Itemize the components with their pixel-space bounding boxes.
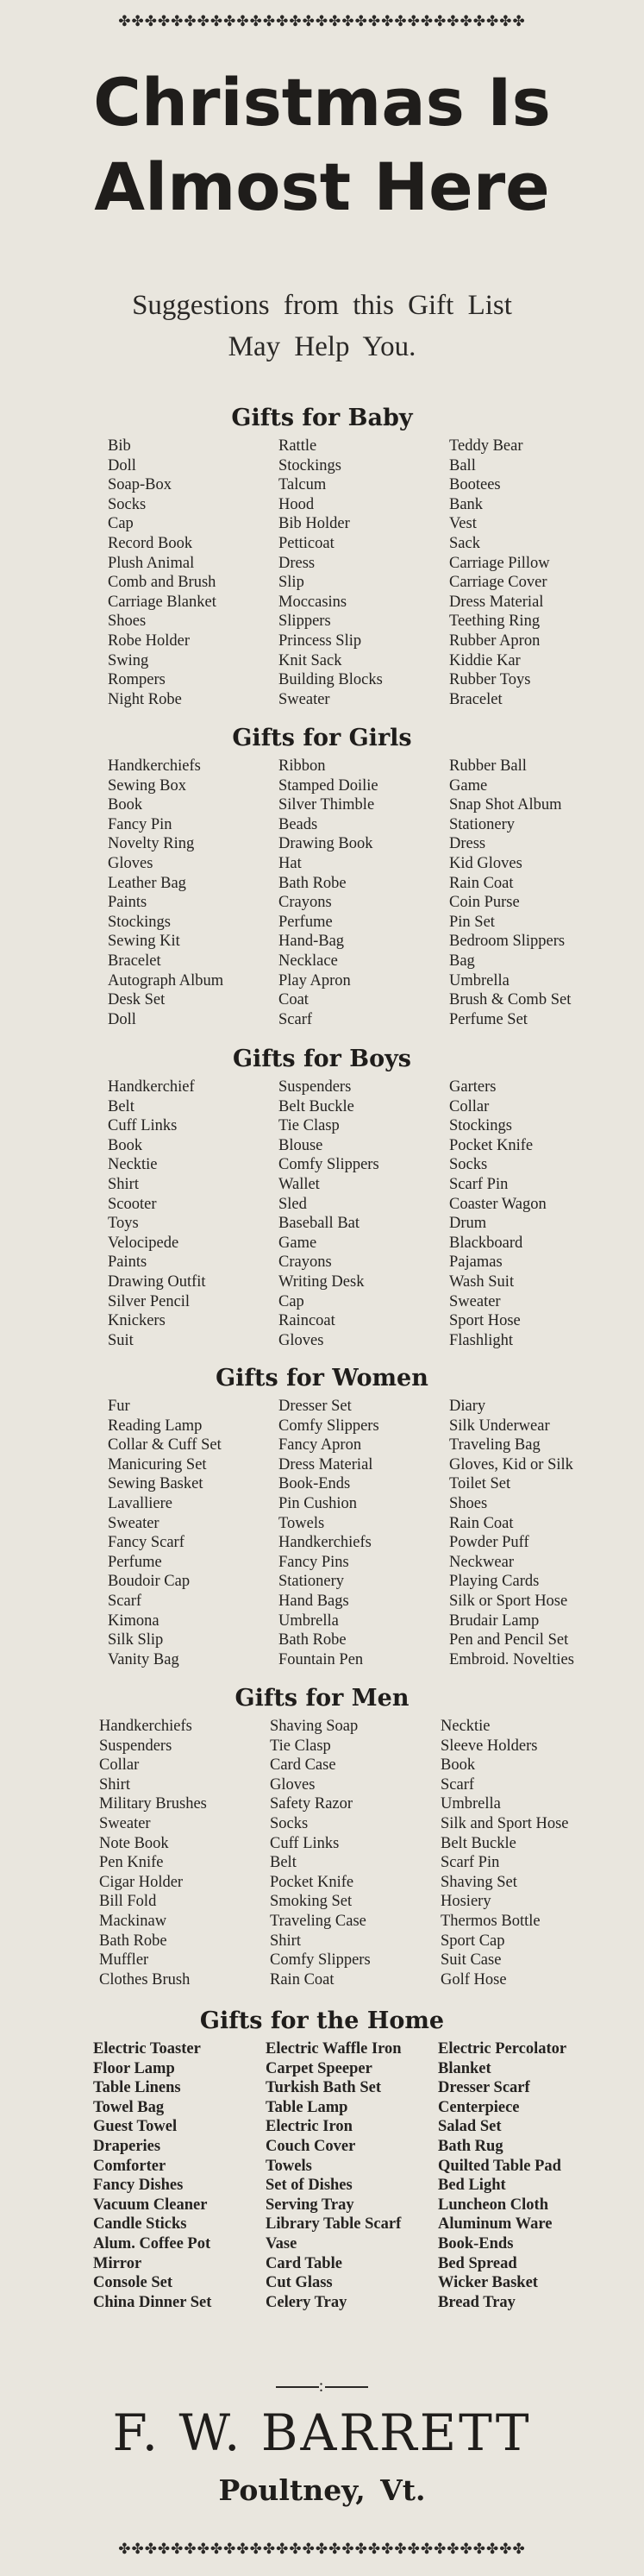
gift-item: Writing Desk [278,1272,365,1291]
gift-item: Umbrella [449,971,510,990]
gift-item: Tie Clasp [278,1117,340,1135]
gift-item: Kiddie Kar [449,651,521,669]
gift-item: Centerpiece [438,2098,520,2116]
gift-item: Velocipede [108,1234,179,1252]
gift-item: Hand-Bag [278,933,345,951]
section-title: Gifts for the Home [199,2007,445,2034]
gift-item: Embroid. Novelties [449,1650,574,1668]
gift-item: Garters [449,1078,497,1096]
gift-item: Kid Gloves [449,854,522,872]
gift-item: Cap [108,515,134,533]
gift-item: Clothes Brush [99,1970,191,1989]
gift-item: Stationery [449,815,516,833]
gift-item: Shirt [99,1775,130,1794]
gift-item: Comfy Slippers [278,1156,379,1174]
gift-item: Manicuring Set [108,1455,207,1473]
gift-item: Pocket Knife [449,1136,534,1154]
gift-item: Rattle [278,437,317,455]
gift-item: Golf Hose [441,1970,507,1989]
gift-item: Diary [449,1398,486,1415]
gift-item: Play Apron [278,971,351,990]
divider-ornament: : [0,2377,644,2397]
gift-item: Socks [108,495,147,513]
gift-item: Doll [108,456,136,474]
section-boys [0,1041,644,1350]
gift-item: Electric Waffle Iron [266,2040,402,2058]
gift-item: Shaving Soap [270,1718,359,1735]
gift-item: Scooter [108,1195,157,1213]
gift-item: Beads [278,815,318,833]
headline [0,60,644,229]
gift-item: Sack [449,534,480,552]
gift-item: Wash Suit [449,1272,515,1291]
gift-item: Mirror [93,2254,142,2272]
gift-item: Bath Robe [99,1932,167,1950]
gift-item: Dress Material [449,593,544,611]
gift-item: Dresser Scarf [438,2079,530,2097]
gift-item: Coaster Wagon [449,1195,547,1213]
gift-item: Silk and Sport Hose [441,1814,569,1832]
gift-item: Towel Bag [93,2098,165,2116]
gift-item: Hat [278,854,302,872]
gift-item: Doll [108,1010,136,1028]
gift-item: Cuff Links [108,1117,178,1135]
gift-item: Floor Lamp [93,2059,175,2077]
gift-item: Handkerchief [108,1078,195,1096]
gift-item: Rain Coat [449,874,514,892]
gift-item: Talcum [278,476,327,494]
gift-item: Stockings [278,456,341,474]
gift-item: Traveling Case [270,1912,366,1930]
gift-item: Flashlight [449,1331,514,1349]
gift-list [108,757,644,1029]
section-title: Gifts for Baby [231,405,413,431]
gift-item: Bib [108,437,131,455]
gift-item: Plush Animal [108,554,195,572]
gift-item: Book [108,796,143,814]
gift-item: Muffler [99,1951,149,1970]
gift-item: Slip [278,574,304,592]
gift-item: Coin Purse [449,894,520,912]
gift-item: Paints [108,1253,147,1272]
gift-item: Sewing Box [108,776,186,795]
gift-item: Desk Set [108,991,166,1009]
store-town: Poultney, Vt. [218,2473,426,2507]
gift-item: Electric Iron [266,2118,353,2136]
gift-item: Scarf Pin [449,1175,509,1193]
gift-item: Pocket Knife [270,1873,354,1891]
gift-item: Night Robe [108,690,182,708]
section-home [0,2003,644,2312]
top-ornamental-border: ✤✤✤✤✤✤✤✤✤✤✤✤✤✤✤✤✤✤✤✤✤✤✤✤✤✤✤✤✤✤✤ [118,13,526,30]
gift-item: Library Table Scarf [266,2215,402,2234]
gift-item: Console Set [93,2274,172,2292]
gift-item: Fancy Dishes [93,2177,184,2195]
gift-item: Soap-Box [108,476,172,494]
gift-item: Fancy Pins [278,1553,349,1571]
gift-item: Vacuum Cleaner [93,2196,208,2214]
gift-item: Vanity Bag [108,1650,179,1668]
gift-item: Tie Clasp [270,1737,331,1755]
gift-item: Rompers [108,671,166,689]
gift-item: Hosiery [441,1893,491,1911]
gift-item: Rain Coat [270,1970,335,1989]
gift-item: Stockings [108,913,171,931]
gift-item: Necktie [441,1718,491,1735]
gift-item: Bootees [449,476,501,494]
gift-item: Rubber Apron [449,631,541,650]
gift-item: Sewing Basket [108,1475,203,1493]
gift-item: Bracelet [108,952,161,970]
gift-item: Drawing Book [278,835,373,853]
gift-item: Set of Dishes [266,2177,353,2195]
gift-item: Drum [449,1215,487,1233]
gift-item: Fancy Pin [108,815,172,833]
gift-item: Silk Slip [108,1631,164,1649]
gift-item: Shoes [108,613,147,631]
gift-item: Belt Buckle [278,1097,354,1115]
gift-item: Towels [266,2157,312,2175]
gift-item: Cap [278,1292,304,1310]
gift-item: Candle Sticks [93,2215,187,2234]
gift-item: Neckwear [449,1553,514,1571]
gift-item: Fancy Scarf [108,1534,184,1552]
gift-item: Perfume [278,913,333,931]
gift-item: Vest [449,515,477,533]
gift-item: Record Book [108,534,193,552]
headline-line-1: Christmas Is [93,64,551,141]
gift-list [93,2039,644,2312]
gift-item: Carpet Speeper [266,2059,372,2077]
gift-item: Petticoat [278,534,335,552]
gift-item: Shaving Set [441,1873,517,1891]
gift-item: Umbrella [278,1612,339,1630]
store-name: F. W. BARRETT [112,2403,532,2462]
gift-item: Cigar Holder [99,1873,184,1891]
gift-item: Perfume Set [449,1010,528,1028]
gift-item: Sweater [278,690,330,708]
gift-item: Suit Case [441,1951,502,1970]
gift-item: Necktie [108,1156,158,1174]
gift-item: Electric Percolator [438,2040,567,2058]
gift-item: Fancy Apron [278,1436,362,1454]
gift-item: Bill Fold [99,1893,157,1911]
bottom-ornamental-border: ✤✤✤✤✤✤✤✤✤✤✤✤✤✤✤✤✤✤✤✤✤✤✤✤✤✤✤✤✤✤✤ [118,2541,526,2558]
gift-item: Smoking Set [270,1893,353,1911]
gift-item: Gloves [270,1775,316,1794]
headline-line-2: Almost Here [94,148,550,225]
gift-item: Bank [449,495,484,513]
gift-item: Thermos Bottle [441,1912,541,1930]
gift-item: Bed Light [438,2177,506,2195]
gift-item: Carriage Blanket [108,593,216,611]
gift-item: Turkish Bath Set [266,2079,382,2097]
gift-item: Knickers [108,1312,166,1330]
gift-item: Fountain Pen [278,1650,364,1668]
gift-item: Dresser Set [278,1398,352,1415]
gift-item: Stockings [449,1117,512,1135]
gift-item: Cuff Links [270,1834,340,1852]
gift-item: Bath Robe [278,1631,347,1649]
gift-item: Suspenders [99,1737,172,1755]
gift-item: Pin Set [449,913,495,931]
gift-item: Note Book [99,1834,169,1852]
gift-item: Belt Buckle [441,1834,516,1852]
gift-item: Belt [270,1854,297,1872]
gift-item: Snap Shot Album [449,796,562,814]
section-men [0,1681,644,1989]
gift-item: Handkerchiefs [99,1718,192,1735]
gift-item: Gloves [278,1331,324,1349]
gift-item: Game [449,776,488,795]
gift-item: Necklace [278,952,338,970]
gift-item: Paints [108,894,147,912]
gift-item: Sweater [108,1514,159,1532]
section-girls [0,720,644,1029]
gift-item: Wallet [278,1175,320,1193]
gift-item: Scarf Pin [441,1854,500,1872]
gift-item: Baseball Bat [278,1215,360,1233]
gift-list [108,1078,644,1350]
gift-item: Stamped Doilie [278,776,378,795]
gift-item: Hood [278,495,315,513]
gift-item: Military Brushes [99,1795,207,1813]
gift-item: Game [278,1234,317,1252]
gift-item: Comfy Slippers [278,1417,379,1435]
gift-item: Card Case [270,1756,336,1775]
gift-item: Princess Slip [278,631,362,650]
gift-item: Teething Ring [449,613,541,631]
gift-item: Building Blocks [278,671,383,689]
gift-item: Powder Puff [449,1534,529,1552]
gift-item: Shoes [449,1494,488,1512]
gift-item: Bread Tray [438,2293,516,2311]
gift-item: Brudair Lamp [449,1612,540,1630]
gift-item: Scarf [441,1775,475,1794]
gift-item: Alum. Coffee Pot [93,2234,211,2252]
gift-item: Ribbon [278,757,326,775]
gift-item: Swing [108,651,149,669]
gift-item: Pen and Pencil Set [449,1631,569,1649]
gift-item: Table Lamp [266,2098,348,2116]
subheadline [0,285,644,368]
gift-item: Bedroom Slippers [449,933,566,951]
gift-item: Vase [266,2234,297,2252]
gift-item: Book-Ends [278,1475,351,1493]
gift-item: Silk or Sport Hose [449,1592,568,1610]
gift-item: Scarf [108,1592,142,1610]
section-title: Gifts for Men [234,1685,410,1712]
gift-item: Teddy Bear [449,437,523,455]
gift-item: Traveling Bag [449,1436,541,1454]
gift-list [99,1717,644,1989]
gift-item: Rubber Toys [449,671,531,689]
gift-item: Knit Sack [278,651,342,669]
gift-item: Playing Cards [449,1573,540,1591]
gift-item: Drawing Outfit [108,1272,206,1291]
gift-item: Rain Coat [449,1514,514,1532]
gift-item: Towels [278,1514,325,1532]
gift-item: Socks [270,1814,309,1832]
gift-item: Toilet Set [449,1475,511,1493]
section-baby [0,400,644,709]
gift-item: Sweater [449,1292,501,1310]
subheadline-line-1: Suggestions from this Gift List [132,290,512,321]
section-title: Gifts for Women [216,1365,428,1392]
gift-item: Novelty Ring [108,835,195,853]
gift-item: Blanket [438,2059,491,2077]
gift-item: Suit [108,1331,134,1349]
gift-item: Handkerchiefs [108,757,201,775]
gift-item: Carriage Cover [449,574,547,592]
gift-item: Rubber Ball [449,757,527,775]
gift-item: Salad Set [438,2118,502,2136]
gift-item: Comfy Slippers [270,1951,371,1970]
gift-item: Dress [449,835,486,853]
gift-item: Sport Hose [449,1312,521,1330]
gift-item: Carriage Pillow [449,554,550,572]
gift-item: Sleeve Holders [441,1737,538,1755]
gift-item: Bath Robe [278,874,347,892]
gift-item: Dress Material [278,1455,373,1473]
gift-item: Cut Glass [266,2274,333,2292]
gift-item: Collar [449,1097,490,1115]
gift-item: Coat [278,991,309,1009]
gift-item: Bag [449,952,475,970]
gift-item: Celery Tray [266,2293,347,2311]
gift-item: Kimona [108,1612,159,1630]
gift-item: Leather Bag [108,874,186,892]
gift-item: Blackboard [449,1234,523,1252]
gift-item: Electric Toaster [93,2040,201,2058]
gift-item: Pajamas [449,1253,503,1272]
gift-item: Serving Tray [266,2196,354,2214]
gift-item: Perfume [108,1553,162,1571]
gift-item: Sled [278,1195,307,1213]
gift-item: Bath Rug [438,2137,503,2155]
gift-item: Boudoir Cap [108,1573,191,1591]
gift-item: Hand Bags [278,1592,349,1610]
gift-item: Safety Razor [270,1795,353,1813]
section-women [0,1360,644,1669]
gift-item: Lavalliere [108,1494,172,1512]
gift-item: Shirt [270,1932,301,1950]
gift-item: Comb and Brush [108,574,216,592]
gift-item: Gloves, Kid or Silk [449,1455,573,1473]
gift-item: Suspenders [278,1078,352,1096]
gift-item: Aluminum Ware [438,2215,553,2234]
gift-item: Belt [108,1097,134,1115]
gift-item: Card Table [266,2254,342,2272]
gift-item: Silk Underwear [449,1417,550,1435]
gift-item: Table Linens [93,2079,181,2097]
gift-item: Collar [99,1756,140,1775]
gift-item: Slippers [278,613,331,631]
gift-item: Crayons [278,894,332,912]
gift-item: Sweater [99,1814,151,1832]
gift-item: Crayons [278,1253,332,1272]
gift-item: Ball [449,456,476,474]
gift-item: Pin Cushion [278,1494,357,1512]
section-title: Gifts for Girls [232,725,412,751]
gift-item: China Dinner Set [93,2293,212,2311]
gift-item: Luncheon Cloth [438,2196,548,2214]
subheadline-line-2: May Help You. [228,331,416,362]
gift-item: Fur [108,1398,130,1415]
gift-item: Comforter [93,2157,166,2175]
gift-item: Quilted Table Pad [438,2157,561,2175]
gift-item: Sport Cap [441,1932,505,1950]
gift-item: Bed Spread [438,2254,517,2272]
gift-item: Book [108,1136,143,1154]
gift-item: Umbrella [441,1795,501,1813]
gift-item: Shirt [108,1175,139,1193]
gift-item: Blouse [278,1136,323,1154]
gift-item: Dress [278,554,316,572]
gift-item: Moccasins [278,593,347,611]
gift-item: Socks [449,1156,488,1174]
gift-item: Mackinaw [99,1912,167,1930]
gift-item: Gloves [108,854,153,872]
gift-item: Book [441,1756,476,1775]
gift-item: Collar & Cuff Set [108,1436,222,1454]
gift-item: Scarf [278,1010,313,1028]
section-title: Gifts for Boys [233,1046,411,1072]
gift-item: Reading Lamp [108,1417,203,1435]
gift-item: Silver Thimble [278,796,375,814]
gift-item: Couch Cover [266,2137,356,2155]
gift-item: Pen Knife [99,1854,164,1872]
gift-item: Stationery [278,1573,345,1591]
gift-item: Toys [108,1215,139,1233]
gift-item: Autograph Album [108,971,224,990]
gift-item: Handkerchiefs [278,1534,372,1552]
gift-item: Robe Holder [108,631,191,650]
gift-item: Guest Towel [93,2118,178,2136]
gift-item: Brush & Comb Set [449,991,572,1009]
gift-item: Book-Ends [438,2234,514,2252]
gift-item: Bib Holder [278,515,350,533]
gift-item: Draperies [93,2137,161,2155]
gift-item: Bracelet [449,690,503,708]
gift-item: Raincoat [278,1312,335,1330]
gift-item: Sewing Kit [108,933,180,951]
gift-item: Silver Pencil [108,1292,191,1310]
gift-item: Wicker Basket [438,2274,538,2292]
gift-list [108,1397,644,1669]
gift-list [108,437,644,709]
